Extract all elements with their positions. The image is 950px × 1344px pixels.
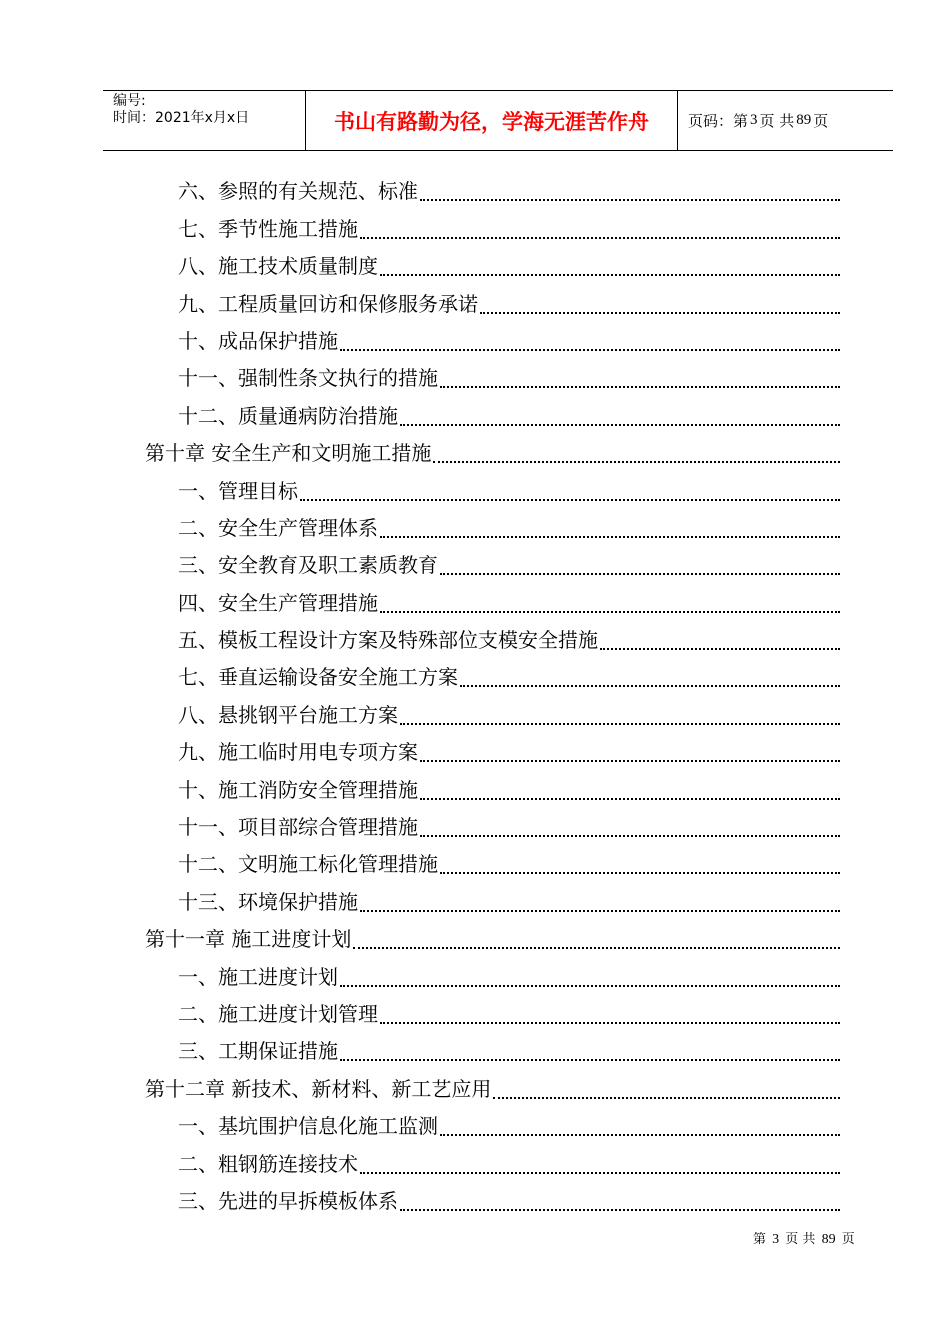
toc-entry[interactable]	[145, 283, 840, 320]
toc-entry-title: 九、工程质量回访和保修服务承诺	[178, 291, 478, 316]
toc-dot-leader	[353, 947, 840, 949]
toc-entry-title: 三、安全教育及职工素质教育	[178, 553, 438, 578]
toc-entry[interactable]	[145, 844, 840, 881]
page-footer	[753, 1228, 855, 1248]
toc-entry-title: 十一、项目部综合管理措施	[178, 815, 418, 840]
toc-entry[interactable]	[145, 470, 840, 507]
toc-entry-title: 八、悬挑钢平台施工方案	[178, 702, 398, 727]
toc-entry[interactable]	[145, 1031, 840, 1068]
document-number-label: 编号:	[113, 93, 146, 109]
toc-entry[interactable]	[145, 246, 840, 283]
toc-entry[interactable]	[145, 1106, 840, 1143]
toc-entry[interactable]	[145, 508, 840, 545]
toc-dot-leader	[380, 611, 840, 613]
table-of-contents	[145, 171, 840, 1218]
toc-entry-title: 七、季节性施工措施	[178, 216, 358, 241]
toc-dot-leader	[400, 424, 840, 426]
toc-entry-title: 八、施工技术质量制度	[178, 254, 378, 279]
toc-entry[interactable]	[145, 769, 840, 806]
toc-entry[interactable]	[145, 395, 840, 432]
header-page-prefix: 页码：第	[688, 112, 749, 130]
toc-entry-title: 三、先进的早拆模板体系	[178, 1188, 398, 1213]
toc-chapter-entry[interactable]	[145, 919, 840, 956]
toc-entry-title: 四、安全生产管理措施	[178, 590, 378, 615]
toc-entry-title: 三、工期保证措施	[178, 1039, 338, 1064]
header-page-indicator	[678, 91, 893, 150]
toc-entry[interactable]	[145, 694, 840, 731]
toc-entry[interactable]	[145, 620, 840, 657]
toc-dot-leader	[420, 760, 840, 762]
toc-dot-leader	[380, 274, 840, 276]
toc-entry[interactable]	[145, 732, 840, 769]
header-page-suffix: 页	[813, 112, 829, 130]
toc-dot-leader	[380, 536, 840, 538]
footer-page-total: 89	[821, 1232, 836, 1247]
header-motto: 书山有路勤为径，学海无涯苦作舟	[305, 91, 678, 150]
toc-dot-leader	[300, 499, 840, 501]
toc-dot-leader	[440, 573, 840, 575]
toc-entry-title: 二、安全生产管理体系	[178, 515, 378, 540]
document-time-label: 时间：2021年x月x日	[113, 110, 250, 126]
toc-dot-leader	[600, 648, 840, 650]
toc-entry-title: 五、模板工程设计方案及特殊部位支模安全措施	[178, 628, 598, 653]
toc-dot-leader	[433, 461, 840, 463]
toc-dot-leader	[400, 1209, 840, 1211]
header-page-middle: 页 共	[759, 112, 795, 130]
toc-entry-title: 十二、文明施工标化管理措施	[178, 852, 438, 877]
toc-entry-title: 十、施工消防安全管理措施	[178, 777, 418, 802]
toc-entry[interactable]	[145, 208, 840, 245]
toc-dot-leader	[493, 1097, 840, 1099]
toc-dot-leader	[340, 985, 840, 987]
toc-entry[interactable]	[145, 657, 840, 694]
toc-entry-title: 六、参照的有关规范、标准	[178, 179, 418, 204]
toc-entry-title: 十一、强制性条文执行的措施	[178, 366, 438, 391]
toc-dot-leader	[420, 798, 840, 800]
toc-dot-leader	[340, 1059, 840, 1061]
toc-entry[interactable]	[145, 1143, 840, 1180]
toc-dot-leader	[440, 872, 840, 874]
toc-entry[interactable]	[145, 881, 840, 918]
toc-dot-leader	[420, 835, 840, 837]
toc-entry[interactable]	[145, 358, 840, 395]
toc-entry-title: 九、施工临时用电专项方案	[178, 740, 418, 765]
page-header	[103, 90, 893, 151]
toc-dot-leader	[360, 910, 840, 912]
toc-entry-title: 十、成品保护措施	[178, 328, 338, 353]
toc-entry-title: 第十二章 新技术、新材料、新工艺应用	[145, 1076, 492, 1101]
toc-chapter-entry[interactable]	[145, 433, 840, 470]
header-meta	[103, 91, 305, 150]
toc-entry-title: 第十章 安全生产和文明施工措施	[145, 441, 432, 466]
footer-page-current: 3	[772, 1232, 780, 1247]
toc-entry[interactable]	[145, 545, 840, 582]
toc-entry-title: 一、管理目标	[178, 478, 298, 503]
footer-page-middle: 页 共	[785, 1232, 816, 1247]
toc-dot-leader	[420, 199, 840, 201]
toc-entry-title: 二、粗钢筋连接技术	[178, 1151, 358, 1176]
toc-entry-title: 十二、质量通病防治措施	[178, 403, 398, 428]
header-page-total: 89	[796, 112, 812, 128]
toc-entry-title: 一、基坑围护信息化施工监测	[178, 1114, 438, 1139]
toc-dot-leader	[380, 1022, 840, 1024]
footer-page-suffix: 页	[841, 1232, 855, 1247]
toc-entry[interactable]	[145, 994, 840, 1031]
toc-entry-title: 一、施工进度计划	[178, 964, 338, 989]
toc-dot-leader	[460, 685, 840, 687]
toc-entry-title: 十三、环境保护措施	[178, 889, 358, 914]
toc-dot-leader	[480, 312, 840, 314]
toc-dot-leader	[440, 1134, 840, 1136]
toc-entry-title: 第十一章 施工进度计划	[145, 927, 352, 952]
header-page-current: 3	[750, 112, 758, 128]
toc-entry[interactable]	[145, 956, 840, 993]
toc-dot-leader	[340, 349, 840, 351]
toc-entry-title: 七、垂直运输设备安全施工方案	[178, 665, 458, 690]
toc-entry[interactable]	[145, 807, 840, 844]
toc-entry[interactable]	[145, 582, 840, 619]
toc-dot-leader	[400, 723, 840, 725]
toc-chapter-entry[interactable]	[145, 1068, 840, 1105]
footer-page-prefix: 第	[753, 1232, 767, 1247]
toc-dot-leader	[440, 386, 840, 388]
toc-entry-title: 二、施工进度计划管理	[178, 1001, 378, 1026]
toc-entry[interactable]	[145, 1181, 840, 1218]
toc-dot-leader	[360, 1172, 840, 1174]
toc-entry[interactable]	[145, 171, 840, 208]
toc-entry[interactable]	[145, 321, 840, 358]
toc-dot-leader	[360, 237, 840, 239]
